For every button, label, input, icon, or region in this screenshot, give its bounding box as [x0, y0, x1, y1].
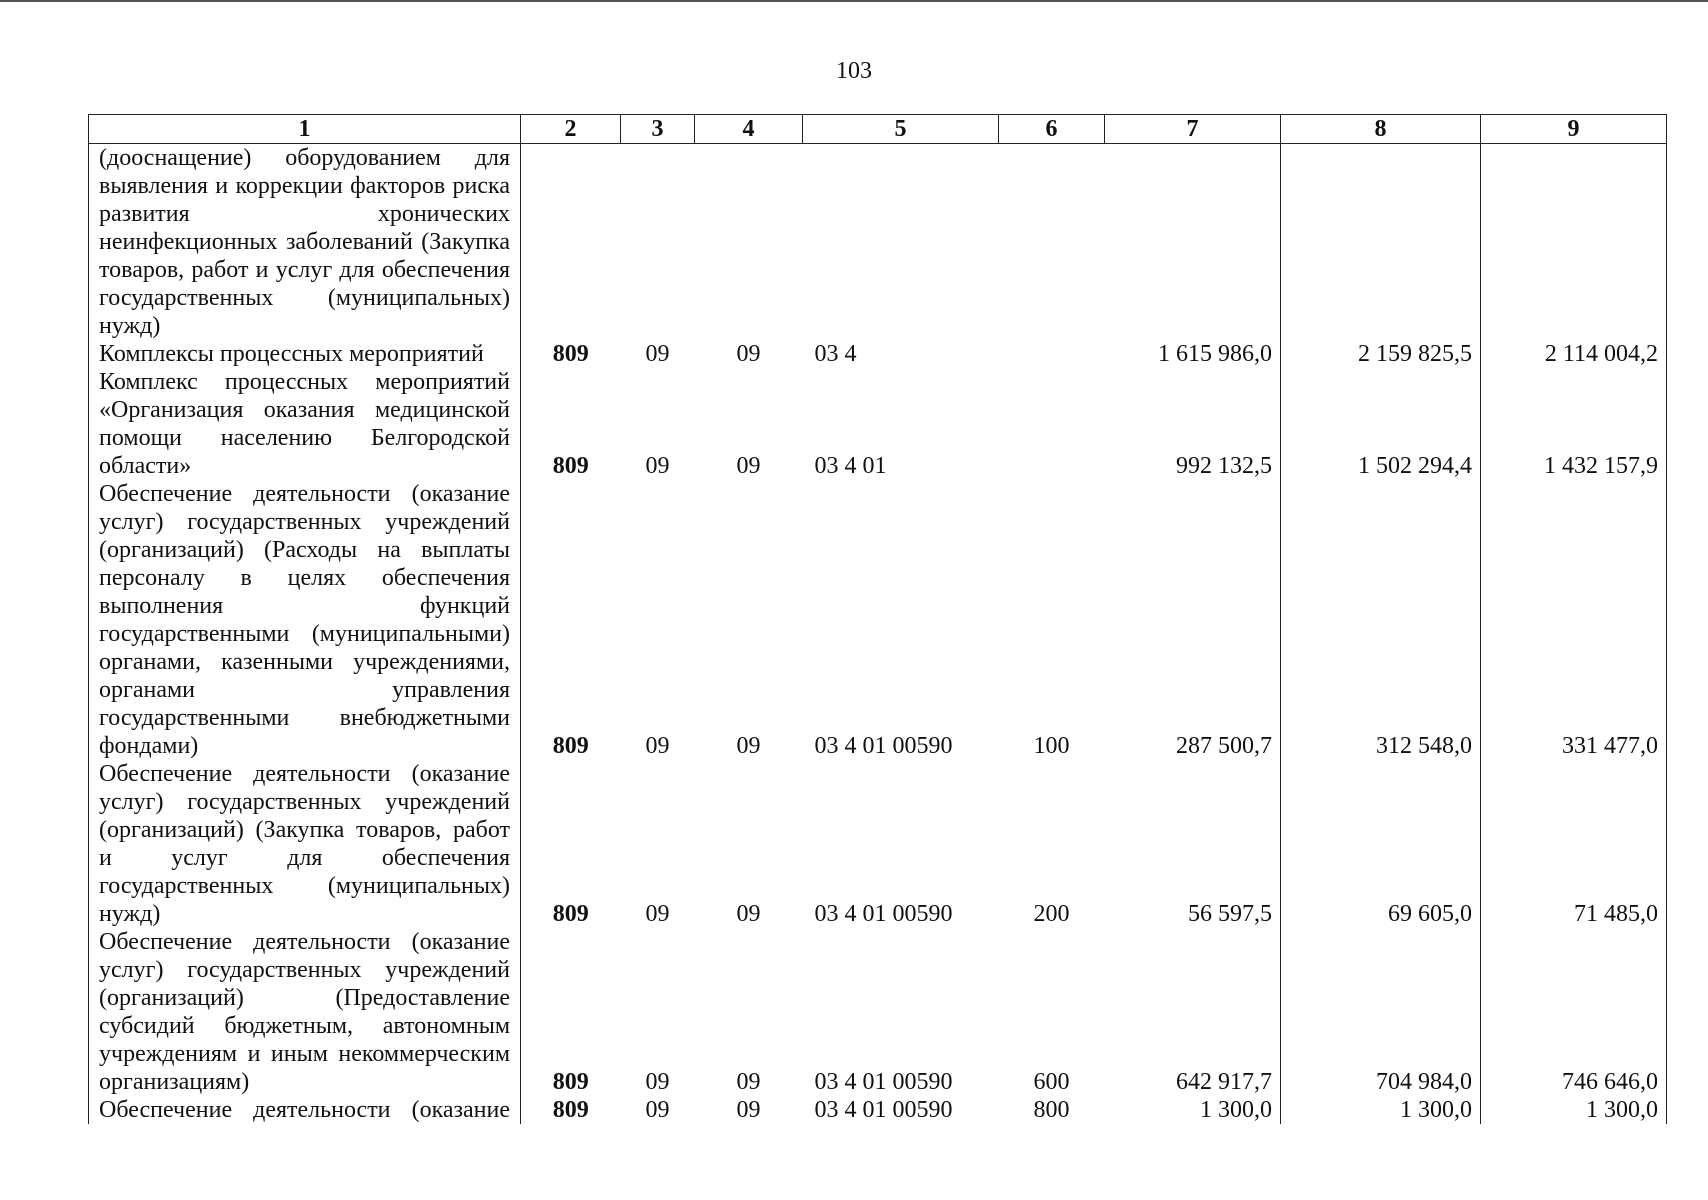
row-name: Комплекс процессных мероприятий «Организация оказания медицинской помощи населению Белгородской области»	[89, 368, 521, 480]
cell-target-article: 03 4	[814, 341, 857, 367]
cell-target-article: 03 4 01 00590	[814, 1097, 953, 1123]
table-row	[89, 1096, 1667, 1124]
cell-subsection: 09	[736, 1097, 761, 1123]
cell-target-article: 03 4 01 00590	[814, 733, 953, 759]
cell-amount-col9: 2 114 004,2	[1481, 340, 1667, 368]
row-name: Обеспечение деятельности (оказание услуг) государственных учреждений (организаций) (Закупка товаров, работ и услуг для обеспечения государственных (муниципальных) нужд)	[89, 760, 521, 928]
cell-amount-col8: 1 502 294,4	[1281, 368, 1481, 480]
row-name: (дооснащение) оборудованием для выявления и коррекции факторов риска развития хронических неинфекционных заболеваний (Закупка товаров, работ и услуг для обеспечения государственных (муниципальных) нужд)	[89, 144, 521, 341]
column-number-row	[89, 115, 1667, 144]
table-row	[89, 760, 1667, 928]
cell-amount-col7: 1 615 986,0	[1105, 340, 1281, 368]
column-header: 4	[695, 115, 803, 144]
cell-amount-col8: 312 548,0	[1281, 480, 1481, 760]
table-row	[89, 144, 1667, 341]
cell-section: 09	[645, 1097, 670, 1123]
table-row	[89, 368, 1667, 480]
row-name: Обеспечение деятельности (оказание услуг) государственных учреждений (организаций) (Предоставление субсидий бюджетным, автономным учреждениям и иным некоммерческим организациям)	[89, 928, 521, 1096]
cell-amount-col7: 992 132,5	[1105, 368, 1281, 480]
cell-amount-col8: 2 159 825,5	[1281, 340, 1481, 368]
row-name: Комплексы процессных мероприятий	[89, 340, 521, 368]
cell-subsection: 09	[736, 733, 761, 759]
cell-target-article: 03 4 01 00590	[814, 1069, 953, 1095]
cell-expense-type: 800	[1033, 1097, 1070, 1123]
cell-target-article	[803, 144, 999, 341]
cell-amount-col7: 642 917,7	[1105, 928, 1281, 1096]
cell-grbs: 809	[521, 928, 621, 1096]
cell-section: 09	[645, 901, 670, 927]
cell-expense-type: 600	[1033, 1069, 1070, 1095]
cell-expense-type	[999, 340, 1105, 368]
cell-amount-col9: 1 300,0	[1481, 1096, 1667, 1124]
cell-subsection: 09	[736, 901, 761, 927]
table-row	[89, 928, 1667, 1096]
column-header: 8	[1281, 115, 1481, 144]
cell-subsection: 09	[736, 341, 761, 367]
cell-amount-col7: 1 300,0	[1105, 1096, 1281, 1124]
table-row	[89, 480, 1667, 760]
cell-expense-type	[999, 144, 1105, 341]
cell-amount-col7: 287 500,7	[1105, 480, 1281, 760]
column-header: 6	[999, 115, 1105, 144]
cell-amount-col8: 69 605,0	[1281, 760, 1481, 928]
column-header: 3	[621, 115, 695, 144]
cell-amount-col9: 331 477,0	[1481, 480, 1667, 760]
cell-section: 09	[645, 453, 670, 479]
cell-amount-col9: 1 432 157,9	[1481, 368, 1667, 480]
column-header: 9	[1481, 115, 1667, 144]
cell-amount-col9: 71 485,0	[1481, 760, 1667, 928]
scan-top-edge	[0, 0, 1708, 2]
cell-amount-col7: 56 597,5	[1105, 760, 1281, 928]
cell-target-article: 03 4 01	[814, 453, 887, 479]
row-name: Обеспечение деятельности (оказание услуг) государственных учреждений (организаций) (Расходы на выплаты персоналу в целях обеспечения выполнения функций государственными (муниципальными) органами, казенными учреждениями, органами управления государственными внебюджетными фондами)	[89, 480, 521, 760]
cell-amount-col9: 746 646,0	[1481, 928, 1667, 1096]
cell-amount-col8	[1281, 144, 1481, 341]
column-header: 1	[89, 115, 521, 144]
cell-expense-type	[999, 368, 1105, 480]
cell-grbs: 809	[521, 760, 621, 928]
cell-subsection: 09	[736, 1069, 761, 1095]
page-number: 103	[836, 58, 872, 84]
cell-subsection: 09	[736, 453, 761, 479]
table-row	[89, 340, 1667, 368]
cell-target-article: 03 4 01 00590	[814, 901, 953, 927]
row-name: Обеспечение деятельности (оказание	[89, 1096, 521, 1124]
column-header: 7	[1105, 115, 1281, 144]
cell-section	[621, 144, 695, 341]
cell-grbs	[521, 144, 621, 341]
column-header: 2	[521, 115, 621, 144]
cell-grbs: 809	[521, 368, 621, 480]
cell-grbs: 809	[521, 340, 621, 368]
cell-amount-col8: 704 984,0	[1281, 928, 1481, 1096]
cell-expense-type: 100	[1033, 733, 1070, 759]
cell-section: 09	[645, 341, 670, 367]
budget-table	[88, 114, 1667, 1124]
cell-amount-col8: 1 300,0	[1281, 1096, 1481, 1124]
cell-amount-col9	[1481, 144, 1667, 341]
cell-subsection	[695, 144, 803, 341]
column-header: 5	[803, 115, 999, 144]
cell-grbs: 809	[521, 1096, 621, 1124]
cell-grbs: 809	[521, 480, 621, 760]
cell-expense-type: 200	[1033, 901, 1070, 927]
cell-amount-col7	[1105, 144, 1281, 341]
cell-section: 09	[645, 733, 670, 759]
cell-section: 09	[645, 1069, 670, 1095]
